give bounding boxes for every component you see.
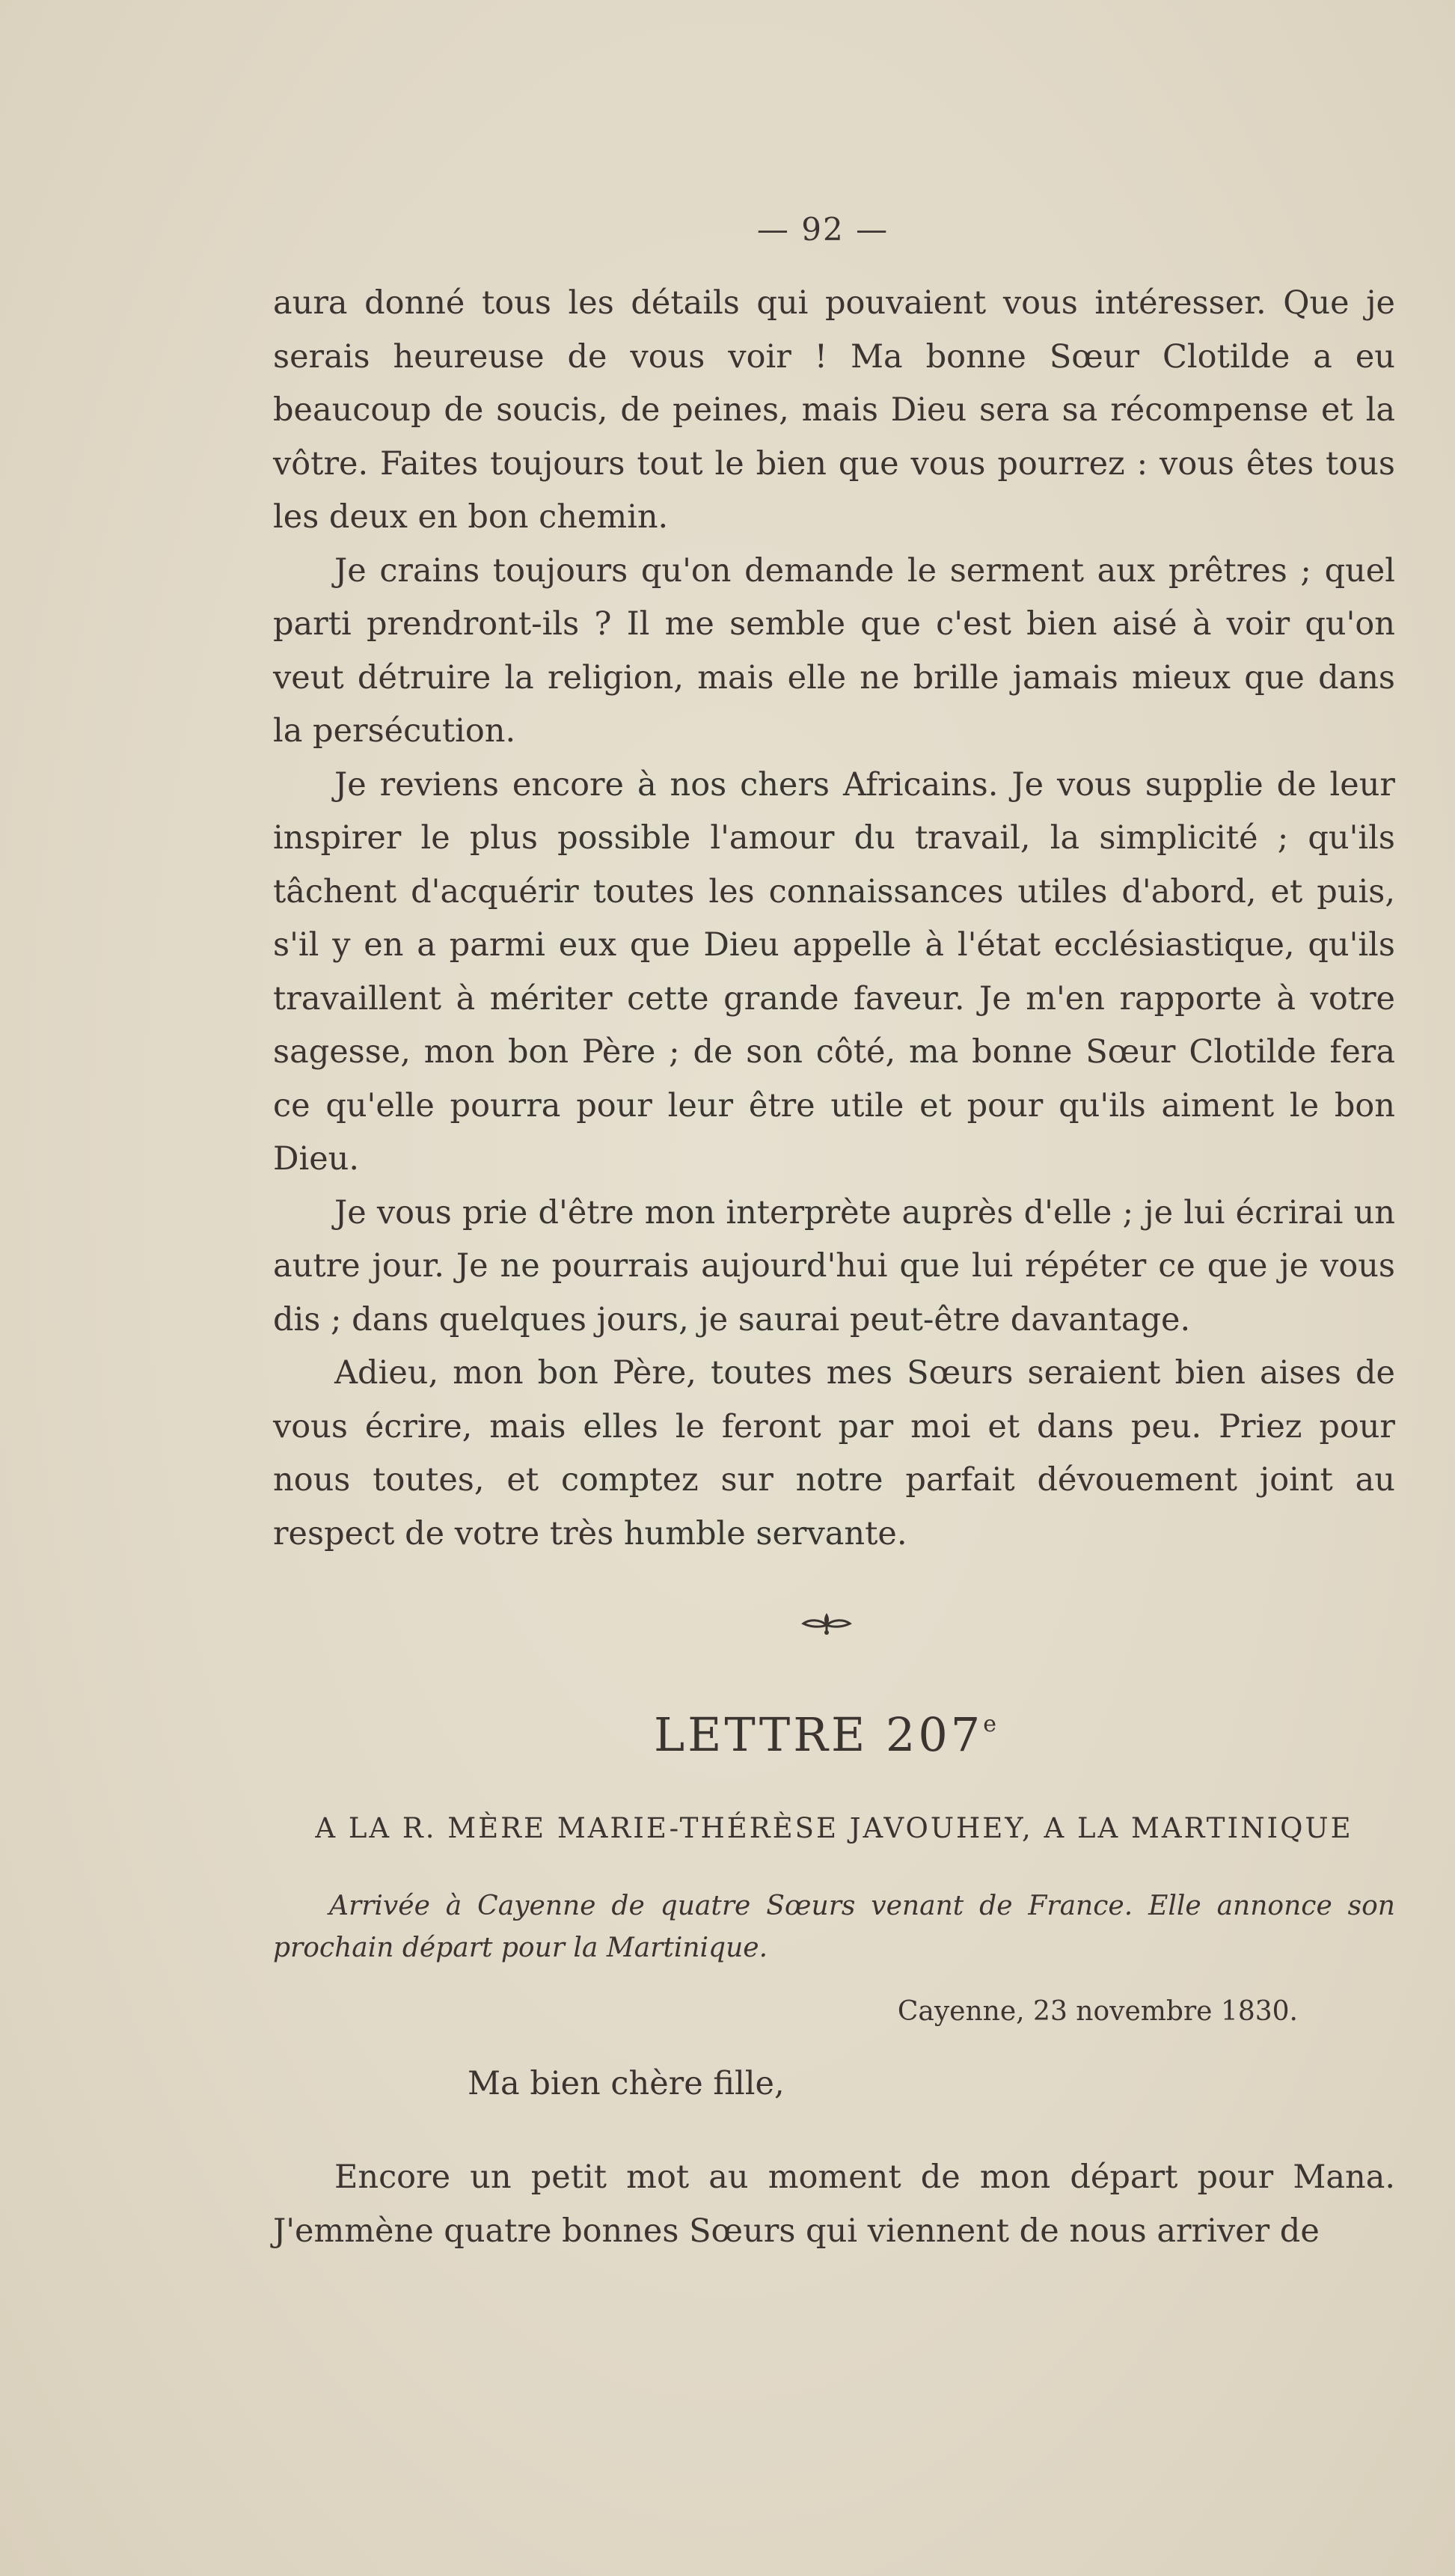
letter-opening — [273, 2151, 1395, 2258]
paragraph: Je reviens encore à nos chers Africains. Je vous supplie de leur inspirer le plus possible l'amour du travail, la simplicité ; qu'ils tâchent d'acquérir toutes les connaissances utiles d'abord, et puis, s'il y en a parmi eux que Dieu appelle à l'état ecclésiastique, qu'ils travaillent à mériter cette grande faveur. Je m'en rapporte à votre sagesse, mon bon Père ; de son côté, ma bonne Sœur Clotilde fera ce qu'elle pourra pour leur être utile et pour qu'ils aiment le bon Dieu. — [273, 765, 1395, 1178]
letter-body — [273, 277, 1395, 1561]
page-number: — 92 — — [756, 211, 889, 248]
paragraph: Je crains toujours qu'on demande le serment aux prêtres ; quel parti prendront-ils ? Il me semble que c'est bien aisé à voir qu'on veut détruire la religion, mais elle ne brille jamais mieux que dans la persécution. — [273, 551, 1395, 750]
letter-title-suffix: e — [983, 1711, 1000, 1737]
paragraph: aura donné tous les détails qui pouvaient vous intéresser. Que je serais heureuse de vous voir ! Ma bonne Sœur Clotilde a eu beaucoup de soucis, de peines, mais Dieu sera sa récompense et la vôtre. Faites toujours tout le bien que vous pourrez : vous êtes tous les deux en bon chemin. — [273, 284, 1395, 536]
letter-title-text: LETTRE 207 — [653, 1707, 984, 1762]
paragraph: Adieu, mon bon Père, toutes mes Sœurs seraient bien aises de vous écrire, mais elles le feront par moi et dans peu. Priez pour nous toutes, et comptez sur notre parfait dévouement joint au respect de votre très humble servante. — [273, 1354, 1395, 1552]
paragraph: Encore un petit mot au moment de mon départ pour Mana. J'emmène quatre bonnes Sœurs qui viennent de nous arriver de — [273, 2159, 1395, 2250]
floral-ornament-icon — [800, 1610, 853, 1637]
dateline: Cayenne, 23 novembre 1830. — [897, 1996, 1298, 2027]
salutation: Ma bien chère fille, — [468, 2065, 785, 2102]
letter-title — [0, 1707, 1455, 1762]
paragraph: Je vous prie d'être mon interprète auprès d'elle ; je lui écrirai un autre jour. Je ne pourrais aujourd'hui que lui répéter ce que je vous dis ; dans quelques jours, je saurai peut-être davantage. — [273, 1193, 1395, 1339]
letter-summary — [273, 1885, 1395, 1969]
summary-text: Arrivée à Cayenne de quatre Sœurs venant de France. Elle annonce son prochain départ pour la Martinique. — [273, 1891, 1395, 1963]
letter-recipient: A LA R. MÈRE MARIE-THÉRÈSE JAVOUHEY, A LA MARTINIQUE — [315, 1812, 1353, 1844]
